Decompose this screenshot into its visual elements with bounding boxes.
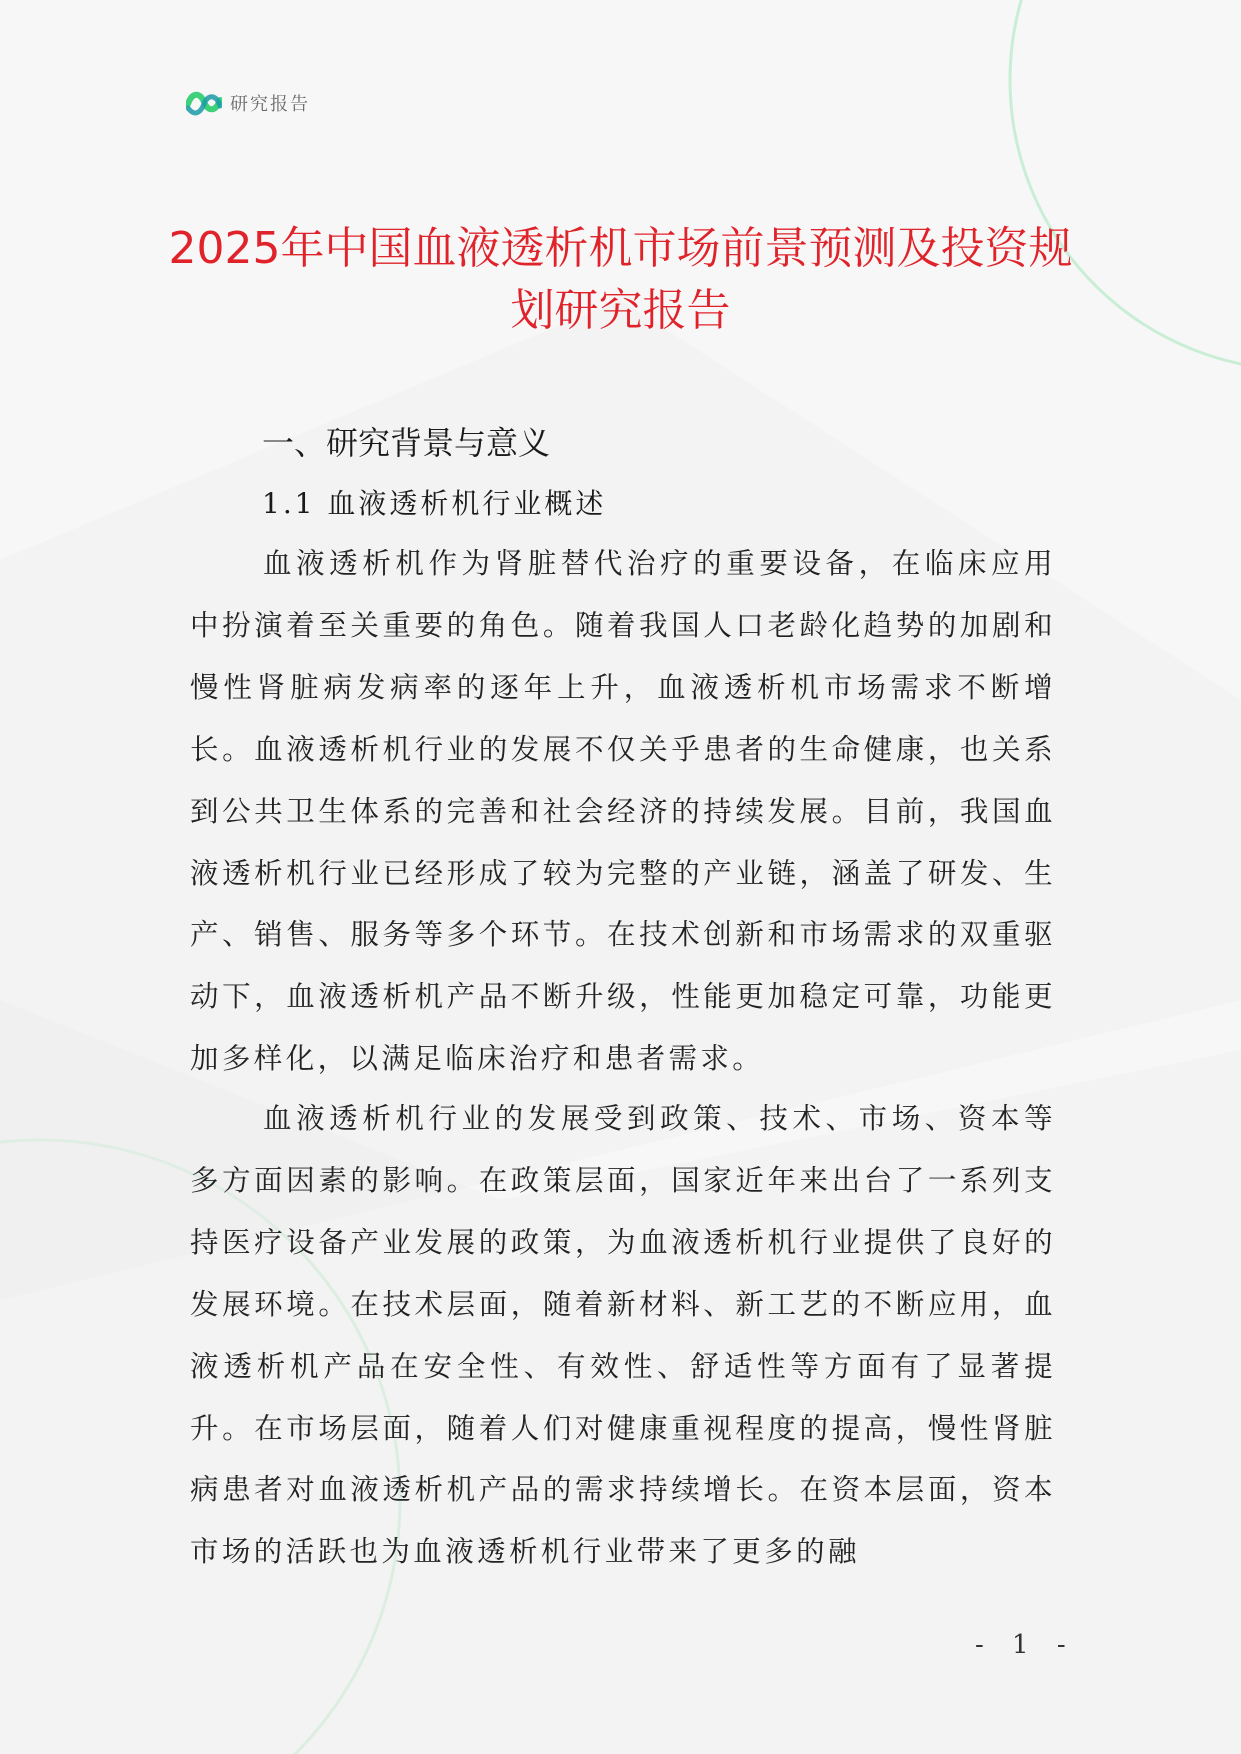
body-paragraph-1: 血液透析机作为肾脏替代治疗的重要设备，在临床应用中扮演着至关重要的角色。随着我国人口老龄化趋势的加剧和慢性肾脏病发病率的逐年上升，血液透析机市场需求不断增长。血液透析机行业的发展不仅关乎患者的生命健康，也关系到公共卫生体系的完善和社会经济的持续发展。目前，我国血液透析机行业已经形成了较为完整的产业链，涵盖了研发、生产、销售、服务等多个环节。在技术创新和市场需求的双重驱动下，血液透析机产品不断升级，性能更加稳定可靠，功能更加多样化，以满足临床治疗和患者需求。 — [190, 547, 1056, 1076]
body-paragraph-2: 血液透析机行业的发展受到政策、技术、市场、资本等多方面因素的影响。在政策层面，国家近年来出台了一系列支持医疗设备产业发展的政策，为血液透析机行业提供了良好的发展环境。在技术层面，随着新材料、新工艺的不断应用，血液透析机产品在安全性、有效性、舒适性等方面有了显著提升。在市场层面，随着人们对健康重视程度的提高，慢性肾脏病患者对血液透析机产品的需求持续增长。在资本层面，资本市场的活跃也为血液透析机行业带来了更多的融 — [190, 1102, 1056, 1569]
document-header — [186, 88, 310, 118]
section-heading: 一、研究背景与意义 — [262, 424, 551, 462]
report-title: 2025年中国血液透析机市场前景预测及投资规划研究报告 — [168, 223, 1073, 336]
page-number: - 1 - — [975, 1630, 1076, 1660]
report-logo-icon — [186, 88, 222, 118]
header-label: 研究报告 — [230, 94, 310, 115]
subsection-heading: 1.1 血液透析机行业概述 — [262, 487, 607, 520]
